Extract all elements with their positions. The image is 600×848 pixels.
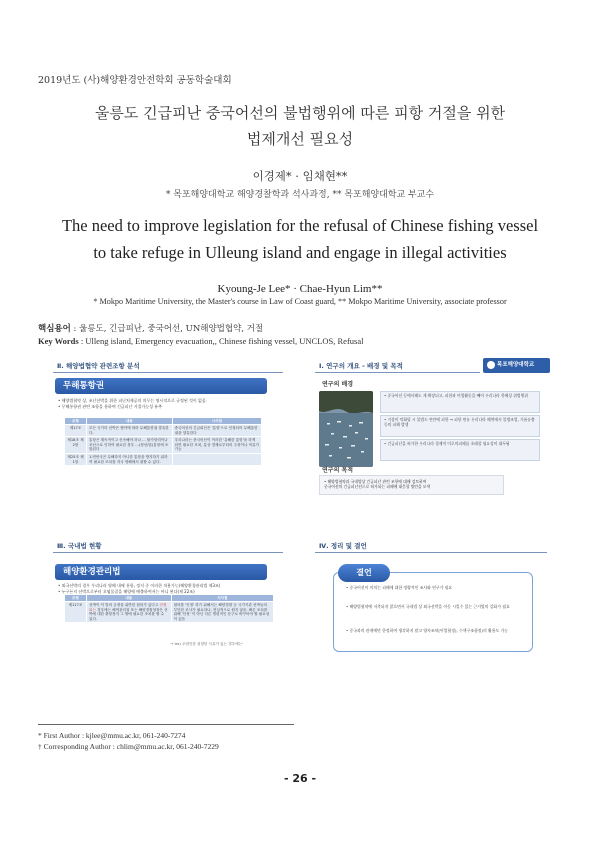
english-title-line-1: The need to improve legislation for the refusal of Chinese fishing vessel bbox=[61, 216, 539, 235]
article-cell: 제17조 bbox=[65, 425, 87, 437]
section-4-heading: Ⅳ. 정리 및 결언 bbox=[315, 539, 547, 553]
english-keywords-text: : Ulleng island, Emergency evacuation,, Chinese fishing vessel, UNCLOS, Refusal bbox=[78, 336, 364, 346]
table-header: 조항 bbox=[65, 418, 87, 425]
background-item: • 중국어선 등에서해도 게 확장되고, 피한과 어업활동을 빼어 우리나라 항해상 위법행위 bbox=[380, 391, 540, 413]
conclusion-item: • 해양법협약에 저촉되지 않으면서 국내법 상 외국선박을 이동 시킬수 있는 근거법의 강화가 필요 bbox=[346, 604, 510, 609]
marine-env-bullets bbox=[58, 583, 286, 595]
purpose-item: 중국어선의 긴급피난선으로 허가되는 피해에 대응할 방안을 모색 bbox=[324, 484, 431, 489]
korean-keywords-label: 핵심용어 bbox=[38, 324, 71, 334]
korean-keywords-text: : 울릉도, 긴급피난, 중국어선, UN해양법협약, 거절 bbox=[70, 324, 264, 334]
section-1-heading: Ⅰ. 연구의 개요 - 배경 및 목적 bbox=[315, 359, 480, 373]
innocent-passage-table bbox=[64, 417, 262, 466]
implication-cell: 중국어선의 긴급피난은 '통항'으로 인정되어 무해통항권을 향유한다 bbox=[172, 425, 261, 437]
korean-title-line-1: 울릉도 긴급피난 중국어선의 불법행위에 따른 피항 거절을 위한 bbox=[94, 104, 506, 122]
english-keywords-label: Key Words bbox=[38, 336, 79, 346]
table-header: 시사점 bbox=[171, 595, 273, 602]
bullet: • 외국선박의 경우 우리나라 영해 내에 통항, 정지 중 이러한 적용가능(해양환경관리법 제3조) bbox=[58, 583, 221, 588]
table-row bbox=[65, 425, 262, 437]
english-authors: Kyoung-Je Lee* · Chae-Hyun Lim** bbox=[217, 283, 383, 295]
marine-env-table bbox=[64, 594, 274, 623]
content-cell: 모든 국가의 선박은 협약에 따라 무해통항권 향유한다. bbox=[87, 425, 173, 437]
ulleung-harbor-photo bbox=[319, 391, 373, 467]
background-label: 연구의 배경 bbox=[322, 381, 354, 388]
background-item: • 기상이 악화될 시 불법도 연안에 피항 → 피항 연유 우리나라 해역에서 불법조업, 기름유출 등의 피해 발생 bbox=[380, 415, 540, 437]
marine-env-title: 해양환경관리법 bbox=[55, 564, 267, 580]
conclusion-item: • 중국과의 관계에만 한정하여 생각하지 말고 양자조약(어업협정), 수색구조협정)의 활용도 가능 bbox=[346, 628, 509, 633]
innocent-passage-bullets bbox=[58, 398, 283, 410]
bullet: • 누구든지 선박으로부터 오염물질을 해양에 배출하여서는 아니 된다(제 22조) bbox=[58, 588, 195, 594]
purpose-box bbox=[319, 475, 504, 495]
table-header: 시사점 bbox=[172, 418, 261, 425]
english-keywords bbox=[38, 336, 363, 346]
table-row bbox=[65, 602, 274, 623]
bullet: • 해양법협약 상, 조난선박을 위한 피난처제공의 의무는 명시적으로 규정된 것이 없음. bbox=[58, 398, 207, 403]
implication-cell: 우리나라는 중국어선이 이러한 '유해한 통항'을 하게 되면 필요한 조치, 통상 경제로부터의 주장이나 억류가 가능 bbox=[172, 437, 261, 454]
background-item: • 긴급피난을 허가한 우리나라 경제적 이로의피해를 초래할 필요성이 대두됨 bbox=[380, 439, 540, 461]
first-author-footnote: * First Author : kjlee@mmu.ac.kr, 061-240-7274 bbox=[38, 731, 186, 740]
content-cell: 선박이 이 법의 규정을 위반한 혐의가 있다고 인정되는 경우에는 해역관리청 또는 해양경찰청장은 선박에 대한 출항정지 그 밖에 필요한 조치를 할 수 있다. bbox=[87, 602, 172, 623]
table-header: 내용 bbox=[87, 595, 172, 602]
korean-affiliation: * 목포해양대학교 해양경찰학과 석사과정, ** 목포해양대학교 부교수 bbox=[165, 190, 435, 200]
section-3-heading: Ⅲ. 국내법 현황 bbox=[53, 539, 283, 553]
table-row bbox=[65, 453, 262, 465]
logo-text: 목포해양대학교 bbox=[497, 362, 535, 368]
table-header: 내용 bbox=[87, 418, 173, 425]
conclusion-box bbox=[333, 572, 533, 652]
korean-keywords bbox=[38, 322, 263, 334]
conclusion-title: 결언 bbox=[338, 564, 390, 582]
korean-authors: 이경제* · 임채현** bbox=[252, 169, 348, 183]
highlighted-phrase: 인정되는 bbox=[89, 603, 167, 612]
page-number: - 26 - bbox=[283, 772, 317, 785]
footnote-divider bbox=[38, 724, 294, 725]
implication-cell bbox=[172, 453, 261, 465]
article-cell: 제25조 제1항 bbox=[65, 453, 87, 465]
content-cell: 1.연안국은 무해하지 아니한 통항을 방지하기 위하여 필요한 조치를 자국 영해에서 취할 수 있다. bbox=[87, 453, 173, 465]
purpose-label: 연구의 목적 bbox=[322, 467, 354, 474]
conclusion-item: • 중국어선이 끼치는 피해에 대한 정량적인 조사와 연구가 필요 bbox=[346, 585, 453, 590]
conference-header: 2019년도 (사)해양환경안전학회 공동학술대회 bbox=[38, 75, 232, 86]
article-cell: 제18조 제2항 bbox=[65, 437, 87, 454]
marine-env-note: → 'ex) 오염인한 성향한 사유가 있는 경우에는' bbox=[170, 642, 244, 646]
table-header: 조항 bbox=[65, 595, 87, 602]
corresponding-author-footnote: † Corresponding Author : chlim@mmu.ac.kr, 061-240-7229 bbox=[38, 742, 219, 751]
english-title-line-2: to take refuge in Ulleung island and engage in illegal activities bbox=[93, 243, 507, 262]
table-row bbox=[65, 437, 262, 454]
logo-emblem-icon bbox=[487, 361, 495, 369]
english-affiliation: * Mokpo Maritime University, the Master's course in Law of Coast guard, ** Mokpo Maritime University, associate professor bbox=[93, 297, 507, 306]
content-cell: 통항은 계속적이고 신속해야 하나 … 불가항력이나 조난으로 인하여 필요한 경우 …(정선/닻)통항에 포함된다 bbox=[87, 437, 173, 454]
implication-cell: 혐의를 '인정' 하기 위해서는 해양경찰 등 국가기관 선박들의 부단한 조사가 필요하나, 현실적으로 쉽지 않음. 빠른 조치를 위해 '인정' 이 아닌 다른 명령적인 문구로 바꾸어야 할 필요성이 있음 bbox=[171, 602, 273, 623]
innocent-passage-title: 무해통항권 bbox=[55, 378, 267, 394]
poster-figure bbox=[50, 353, 550, 657]
purpose-item: • 해양법협약과 국내법상 긴급피난 관련 조항에 대해 검토하여 bbox=[324, 479, 427, 484]
university-logo bbox=[483, 358, 550, 373]
article-cell: 제117조 bbox=[65, 602, 87, 623]
section-2-heading: Ⅱ. 해양법협약 관련조항 분석 bbox=[53, 359, 283, 373]
korean-title-line-2: 법제개선 필요성 bbox=[246, 130, 354, 148]
bullet: • 무해통항권 관련 조항을 통하여 긴급피난 거절가능성 유추 bbox=[58, 403, 162, 409]
